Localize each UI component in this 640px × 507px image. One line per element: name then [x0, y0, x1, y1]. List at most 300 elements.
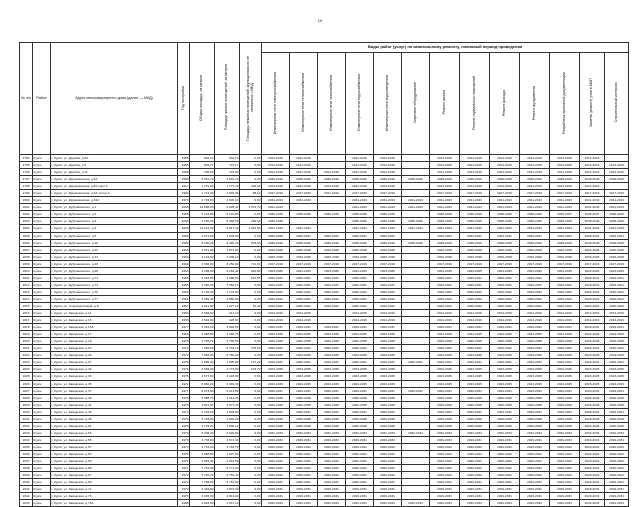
cell-water: 2029-2031: [346, 408, 374, 415]
cell-meter-unit: 2026-2028: [580, 401, 605, 408]
cell-address: г. Курск, ул. Заводская, д.73: [51, 493, 178, 500]
cell-living-area: 3 696,10: [215, 197, 240, 204]
cell-heating: 2026-2028: [290, 415, 318, 422]
cell-facade: 2014-2016: [490, 155, 520, 162]
cell-district: Курск: [33, 288, 51, 295]
cell-nonliving-area: 1 062,50: [240, 225, 262, 232]
cell-construction-control: 2020-2022: [605, 288, 629, 295]
cell-living-area: 3 403,80: [215, 373, 240, 380]
cell-year: 1962: [178, 253, 190, 260]
cell-facade: 2014-2016: [490, 169, 520, 176]
cell-district: Курск: [33, 394, 51, 401]
table-row: [20, 274, 629, 281]
table-row: [20, 359, 629, 366]
cell-electric: 2029-2031: [262, 324, 290, 331]
cell-basement: 2023-2025: [460, 380, 490, 387]
cell-total-area: 4 390,00: [190, 281, 215, 288]
cell-living-area: 9 628,40: [215, 204, 240, 211]
cell-basement: 2029-2031: [460, 486, 490, 493]
cell-electric: 2014-2016: [262, 310, 290, 317]
cell-heating: 2023-2025: [290, 373, 318, 380]
cell-basement: 2029-2031: [460, 479, 490, 486]
cell-gas: 2023-2025: [318, 373, 346, 380]
cell-sewer: 2026-2028: [374, 415, 402, 422]
cell-district: Курск: [33, 422, 51, 429]
cell-year: 1960: [178, 288, 190, 295]
cell-foundation: 2029-2031: [520, 479, 550, 486]
cell-water: 2014-2016: [346, 169, 374, 176]
cell-facade: 2020-2022: [490, 472, 520, 479]
cell-elevator: [402, 232, 430, 239]
cell-meter-unit: 2038-2040: [580, 176, 605, 183]
cell-water: 2026-2028: [346, 246, 374, 253]
cell-meter-unit: 2023-2025: [580, 267, 605, 274]
cell-address: г. Курск, ул. Заводская, д.25: [51, 352, 178, 359]
cell-num: 1814: [20, 295, 33, 302]
table-row: [20, 218, 629, 225]
cell-facade: 2017-2019: [490, 260, 520, 267]
cell-foundation: 2029-2031: [520, 281, 550, 288]
cell-water: 2029-2031: [346, 359, 374, 366]
cell-sewer: 2020-2022: [374, 288, 402, 295]
cell-meter-unit: 2020-2022: [580, 288, 605, 295]
cell-gas: 2020-2022: [318, 450, 346, 457]
cell-nonliving-area: 0,00: [240, 176, 262, 183]
cell-heating: 2020-2022: [290, 472, 318, 479]
cell-nonliving-area: 879,50: [240, 239, 262, 246]
cell-water: 2026-2028: [346, 422, 374, 429]
page-number: 10: [317, 18, 323, 23]
cell-num: 1830: [20, 408, 33, 415]
cell-basement: 2026-2028: [460, 415, 490, 422]
cell-year: 2006: [178, 218, 190, 225]
cell-address: г. Курск, ул. Заводская, д.53: [51, 429, 178, 436]
cell-district: Курск: [33, 246, 51, 253]
cell-district: Курск: [33, 225, 51, 232]
cell-num: 1841: [20, 486, 33, 493]
cell-num: 1835: [20, 443, 33, 450]
table-row: [20, 486, 629, 493]
cell-total-area: 2 823,60: [190, 500, 215, 507]
cell-meter-unit: 2020-2022: [580, 345, 605, 352]
cell-construction-control: 2026-2028: [605, 394, 629, 401]
cell-gas: 2032-2034: [318, 429, 346, 436]
cell-meter-unit: 2020-2022: [580, 465, 605, 472]
table-row: [20, 394, 629, 401]
cell-nonliving-area: 711,00: [240, 260, 262, 267]
cell-meter-unit: 2029-2031: [580, 232, 605, 239]
cell-meter-unit: 2038-2040: [580, 239, 605, 246]
cell-construction-control: 2041-2043: [605, 225, 629, 232]
cell-num: 1836: [20, 450, 33, 457]
cell-year: 1972: [178, 352, 190, 359]
cell-elevator: [402, 373, 430, 380]
col-header-district: Район: [33, 43, 51, 155]
cell-nonliving-area: 0,00: [240, 493, 262, 500]
cell-roof: 2026-2028: [430, 246, 460, 253]
cell-elevator: 2029-2031: [402, 359, 430, 366]
cell-district: Курск: [33, 239, 51, 246]
cell-facade: 2023-2025: [490, 380, 520, 387]
cell-roof: 2041-2043: [430, 225, 460, 232]
cell-num: 1807: [20, 246, 33, 253]
cell-electric: 2026-2028: [262, 422, 290, 429]
cell-foundation: 2038-2040: [520, 176, 550, 183]
cell-construction-control: 2032-2034: [605, 500, 629, 507]
table-row: [20, 302, 629, 309]
cell-nonliving-area: 0,00: [240, 232, 262, 239]
table-row: [20, 500, 629, 507]
cell-basement: 2041-2043: [460, 197, 490, 204]
cell-nonliving-area: 0,00: [240, 317, 262, 324]
cell-roof: 2029-2031: [430, 359, 460, 366]
cell-facade: 2029-2031: [490, 324, 520, 331]
cell-total-area: 5 101,80: [190, 211, 215, 218]
cell-electric: 2029-2031: [262, 359, 290, 366]
cell-meter-unit: 2029-2031: [580, 479, 605, 486]
cell-gas: 2032-2034: [318, 500, 346, 507]
cell-total-area: 3 648,60: [190, 310, 215, 317]
cell-nonliving-area: 0,00: [240, 465, 262, 472]
cell-construction-control: 2020-2022: [605, 458, 629, 465]
cell-year: 1958: [178, 281, 190, 288]
cell-basement: 2023-2025: [460, 373, 490, 380]
cell-roof: 2029-2031: [430, 408, 460, 415]
cell-total-area: 7 848,00: [190, 352, 215, 359]
cell-construction-control: 2026-2028: [605, 253, 629, 260]
cell-nonliving-area: 0,00: [240, 458, 262, 465]
cell-num: 1839: [20, 472, 33, 479]
cell-elevator: [402, 472, 430, 479]
cell-year: 1971: [178, 380, 190, 387]
cell-roof: 2020-2022: [430, 465, 460, 472]
cell-foundation: 2014-2016: [520, 155, 550, 162]
cell-elevator: [402, 422, 430, 429]
cell-heating: 2029-2031: [290, 436, 318, 443]
cell-meter-unit: 2038-2040: [580, 218, 605, 225]
cell-design-docs: 2029-2031: [550, 324, 580, 331]
cell-meter-unit: 2014-2016: [580, 162, 605, 169]
cell-heating: 2026-2028: [290, 338, 318, 345]
cell-num: 1795: [20, 162, 33, 169]
cell-construction-control: 2020-2022: [605, 465, 629, 472]
cell-elevator: [402, 169, 430, 176]
cell-water: 2020-2022: [346, 443, 374, 450]
cell-heating: 2029-2031: [290, 493, 318, 500]
cell-electric: 2020-2022: [262, 295, 290, 302]
cell-roof: 2029-2031: [430, 232, 460, 239]
cell-construction-control: 2029-2031: [605, 232, 629, 239]
cell-construction-control: 2023-2025: [605, 352, 629, 359]
cell-electric: 2041-2043: [262, 204, 290, 211]
cell-living-area: 1 645,30: [215, 190, 240, 197]
cell-water: 2029-2031: [346, 324, 374, 331]
cell-elevator: [402, 302, 430, 309]
cell-elevator: [402, 317, 430, 324]
cell-roof: 2029-2031: [430, 387, 460, 394]
cell-meter-unit: 2017-2019: [580, 190, 605, 197]
cell-basement: 2020-2022: [460, 345, 490, 352]
cell-water: 2023-2025: [346, 380, 374, 387]
cell-roof: 2029-2031: [430, 479, 460, 486]
cell-facade: 2029-2031: [490, 436, 520, 443]
cell-facade: 2020-2022: [490, 443, 520, 450]
cell-living-area: 4 594,60: [215, 324, 240, 331]
cell-meter-unit: 2029-2031: [580, 324, 605, 331]
table-row: [20, 288, 629, 295]
cell-gas: 2029-2031: [318, 324, 346, 331]
cell-electric: 2038-2040: [262, 211, 290, 218]
cell-year: 2008: [178, 225, 190, 232]
cell-design-docs: 2023-2025: [550, 366, 580, 373]
cell-year: 1973: [178, 408, 190, 415]
cell-sewer: 2026-2028: [374, 253, 402, 260]
cell-gas: 2020-2022: [318, 345, 346, 352]
cell-electric: 2029-2031: [262, 387, 290, 394]
cell-electric: 2026-2028: [262, 401, 290, 408]
cell-water: 2020-2022: [346, 465, 374, 472]
cell-water: 2038-2040: [346, 239, 374, 246]
table-row: [20, 176, 629, 183]
table-row: [20, 422, 629, 429]
cell-electric: 2026-2028: [262, 246, 290, 253]
cell-design-docs: 2029-2031: [550, 281, 580, 288]
cell-num: 1808: [20, 253, 33, 260]
cell-total-area: 6 973,60: [190, 387, 215, 394]
cell-sewer: 2020-2022: [374, 302, 402, 309]
cell-sewer: 2029-2031: [374, 486, 402, 493]
cell-sewer: 2014-2016: [374, 169, 402, 176]
cell-address: г. Курск, ул. Дубровинского, д.16: [51, 239, 178, 246]
cell-address: г. Курск, ул. Дубровинского, д.4: [51, 225, 178, 232]
cell-meter-unit: 2029-2031: [580, 408, 605, 415]
cell-num: 1825: [20, 373, 33, 380]
cell-roof: 2026-2028: [430, 338, 460, 345]
cell-basement: 2026-2028: [460, 338, 490, 345]
cell-foundation: 2026-2028: [520, 415, 550, 422]
cell-roof: 2014-2016: [430, 317, 460, 324]
cell-nonliving-area: 0,00: [240, 394, 262, 401]
cell-basement: 2014-2016: [460, 155, 490, 162]
cell-design-docs: 2014-2016: [550, 169, 580, 176]
cell-living-area: 640,10: [215, 155, 240, 162]
cell-total-area: 4 874,80: [190, 246, 215, 253]
cell-basement: 2023-2025: [460, 366, 490, 373]
cell-address: г. Курск, ул. Заводская, д.19: [51, 338, 178, 345]
cell-total-area: 12 658,20: [190, 204, 215, 211]
cell-nonliving-area: 0,00: [240, 338, 262, 345]
cell-year: 1971: [178, 450, 190, 457]
cell-num: 1800: [20, 197, 33, 204]
cell-meter-unit: 2026-2028: [580, 415, 605, 422]
col-header-gas: Инженерные сети газоснабжения: [318, 53, 346, 155]
cell-district: Курск: [33, 500, 51, 507]
cell-living-area: 9 917,30: [215, 225, 240, 232]
cell-foundation: 2026-2028: [520, 246, 550, 253]
cell-facade: 2023-2025: [490, 267, 520, 274]
cell-electric: 2014-2016: [262, 169, 290, 176]
cell-year: 1972: [178, 479, 190, 486]
cell-roof: 2029-2031: [430, 274, 460, 281]
cell-heating: 2029-2031: [290, 359, 318, 366]
cell-gas: 2029-2031: [318, 486, 346, 493]
cell-living-area: 412,10: [215, 310, 240, 317]
cell-foundation: 2020-2022: [520, 302, 550, 309]
cell-meter-unit: 2023-2025: [580, 331, 605, 338]
cell-address: г. Курск, ул. Заводская, д.55: [51, 436, 178, 443]
cell-heating: 2029-2031: [290, 479, 318, 486]
cell-elevator: 2041-2043: [402, 197, 430, 204]
cell-address: г. Курск, ул. Заводская, д.57: [51, 443, 178, 450]
cell-basement: 2041-2043: [460, 225, 490, 232]
cell-construction-control: [605, 183, 629, 190]
cell-elevator: [402, 450, 430, 457]
cell-total-area: 6 233,20: [190, 408, 215, 415]
cell-living-area: 5 771,20: [215, 465, 240, 472]
table-row: [20, 493, 629, 500]
cell-meter-unit: 2020-2022: [580, 472, 605, 479]
cell-heating: 2014-2016: [290, 162, 318, 169]
cell-construction-control: 2020-2022: [605, 450, 629, 457]
cell-foundation: 2017-2019: [520, 190, 550, 197]
cell-address: г. Курск, ул. Заводская, д.39: [51, 394, 178, 401]
cell-gas: 2020-2022: [318, 288, 346, 295]
cell-elevator: [402, 295, 430, 302]
cell-meter-unit: 2026-2028: [580, 422, 605, 429]
cell-water: 2014-2016: [346, 183, 374, 190]
cell-foundation: 2029-2031: [520, 408, 550, 415]
cell-elevator: [402, 331, 430, 338]
cell-construction-control: 2014-2016: [605, 162, 629, 169]
cell-foundation: 2023-2025: [520, 380, 550, 387]
cell-elevator: [402, 324, 430, 331]
cell-meter-unit: 2041-2043: [580, 204, 605, 211]
col-header-roof: Ремонт крыши: [430, 53, 460, 155]
cell-roof: 2020-2022: [430, 288, 460, 295]
cell-design-docs: 2026-2028: [550, 422, 580, 429]
table-row: [20, 155, 629, 162]
cell-sewer: 2026-2028: [374, 422, 402, 429]
cell-foundation: 2029-2031: [520, 324, 550, 331]
cell-electric: 2038-2040: [262, 239, 290, 246]
cell-num: 1832: [20, 422, 33, 429]
cell-living-area: 2 794,70: [215, 443, 240, 450]
cell-facade: 2041-2043: [490, 225, 520, 232]
cell-foundation: 2029-2031: [520, 486, 550, 493]
cell-elevator: [402, 267, 430, 274]
cell-district: Курск: [33, 338, 51, 345]
cell-water: 2020-2022: [346, 345, 374, 352]
cell-heating: 2020-2022: [290, 295, 318, 302]
cell-meter-unit: 2026-2028: [580, 394, 605, 401]
cell-basement: 2014-2016: [460, 162, 490, 169]
cell-basement: 2026-2028: [460, 422, 490, 429]
cell-total-area: 4 715,00: [190, 197, 215, 204]
cell-electric: 2038-2040: [262, 218, 290, 225]
cell-total-area: 3 811,50: [190, 401, 215, 408]
cell-facade: 2020-2022: [490, 458, 520, 465]
cell-living-area: 2 807,90: [215, 450, 240, 457]
cell-district: Курск: [33, 197, 51, 204]
cell-electric: 2023-2025: [262, 366, 290, 373]
cell-nonliving-area: 0,00: [240, 500, 262, 507]
cell-heating: 2020-2022: [290, 465, 318, 472]
cell-foundation: 2029-2031: [520, 274, 550, 281]
cell-water: 2029-2031: [346, 232, 374, 239]
cell-address: г. Курск, ул. Заводская, д.41: [51, 401, 178, 408]
cell-facade: 2023-2025: [490, 373, 520, 380]
cell-heating: 2020-2022: [290, 458, 318, 465]
cell-num: 1823: [20, 359, 33, 366]
cell-electric: 2029-2031: [262, 486, 290, 493]
cell-meter-unit: 2020-2022: [580, 295, 605, 302]
cell-year: 1971: [178, 458, 190, 465]
cell-gas: 2017-2019: [318, 190, 346, 197]
cell-construction-control: 2026-2028: [605, 401, 629, 408]
cell-water: 2038-2040: [346, 211, 374, 218]
cell-district: Курск: [33, 310, 51, 317]
cell-meter-unit: 2029-2031: [580, 486, 605, 493]
cell-district: Курск: [33, 472, 51, 479]
cell-sewer: 2017-2019: [374, 260, 402, 267]
cell-elevator: [402, 253, 430, 260]
cell-electric: 2023-2025: [262, 267, 290, 274]
cell-foundation: 2029-2031: [520, 359, 550, 366]
cell-electric: 2026-2028: [262, 338, 290, 345]
cell-living-area: 2 773,60: [215, 366, 240, 373]
cell-living-area: 3 283,40: [215, 267, 240, 274]
cell-foundation: 2029-2031: [520, 436, 550, 443]
cell-gas: 2020-2022: [318, 458, 346, 465]
cell-living-area: 5 013,50: [215, 387, 240, 394]
cell-year: 1958: [178, 169, 190, 176]
cell-electric: 2020-2022: [262, 465, 290, 472]
cell-sewer: 2014-2016: [374, 155, 402, 162]
table-row: [20, 162, 629, 169]
cell-gas: 2023-2025: [318, 366, 346, 373]
cell-year: 1972: [178, 486, 190, 493]
cell-facade: 2032-2034: [490, 429, 520, 436]
cell-district: Курск: [33, 345, 51, 352]
cell-nonliving-area: 0,00: [240, 352, 262, 359]
cell-construction-control: 2020-2022: [605, 472, 629, 479]
cell-construction-control: 2023-2025: [605, 373, 629, 380]
table-row: [20, 380, 629, 387]
cell-gas: 2026-2028: [318, 338, 346, 345]
cell-living-area: 3 250,00: [215, 260, 240, 267]
cell-facade: 2038-2040: [490, 239, 520, 246]
cell-facade: 2041-2043: [490, 204, 520, 211]
cell-elevator: [402, 281, 430, 288]
cell-address: г. Курск, ул. Заводская, д.45: [51, 415, 178, 422]
cell-facade: 2020-2022: [490, 465, 520, 472]
cell-elevator: 2038-2040: [402, 218, 430, 225]
cell-living-area: 2 880,80: [215, 295, 240, 302]
table-row: [20, 190, 629, 197]
cell-num: 1831: [20, 415, 33, 422]
cell-construction-control: 2020-2022: [605, 443, 629, 450]
cell-electric: 2029-2029: [262, 232, 290, 239]
cell-elevator: [402, 155, 430, 162]
table-row: [20, 366, 629, 373]
cell-facade: 2014-2016: [490, 310, 520, 317]
cell-heating: 2023-2025: [290, 331, 318, 338]
cell-elevator: 2032-2034: [402, 500, 430, 507]
cell-gas: 2020-2022: [318, 443, 346, 450]
cell-basement: 2029-2031: [460, 274, 490, 281]
cell-basement: 2038-2040: [460, 176, 490, 183]
table-row: [20, 197, 629, 204]
